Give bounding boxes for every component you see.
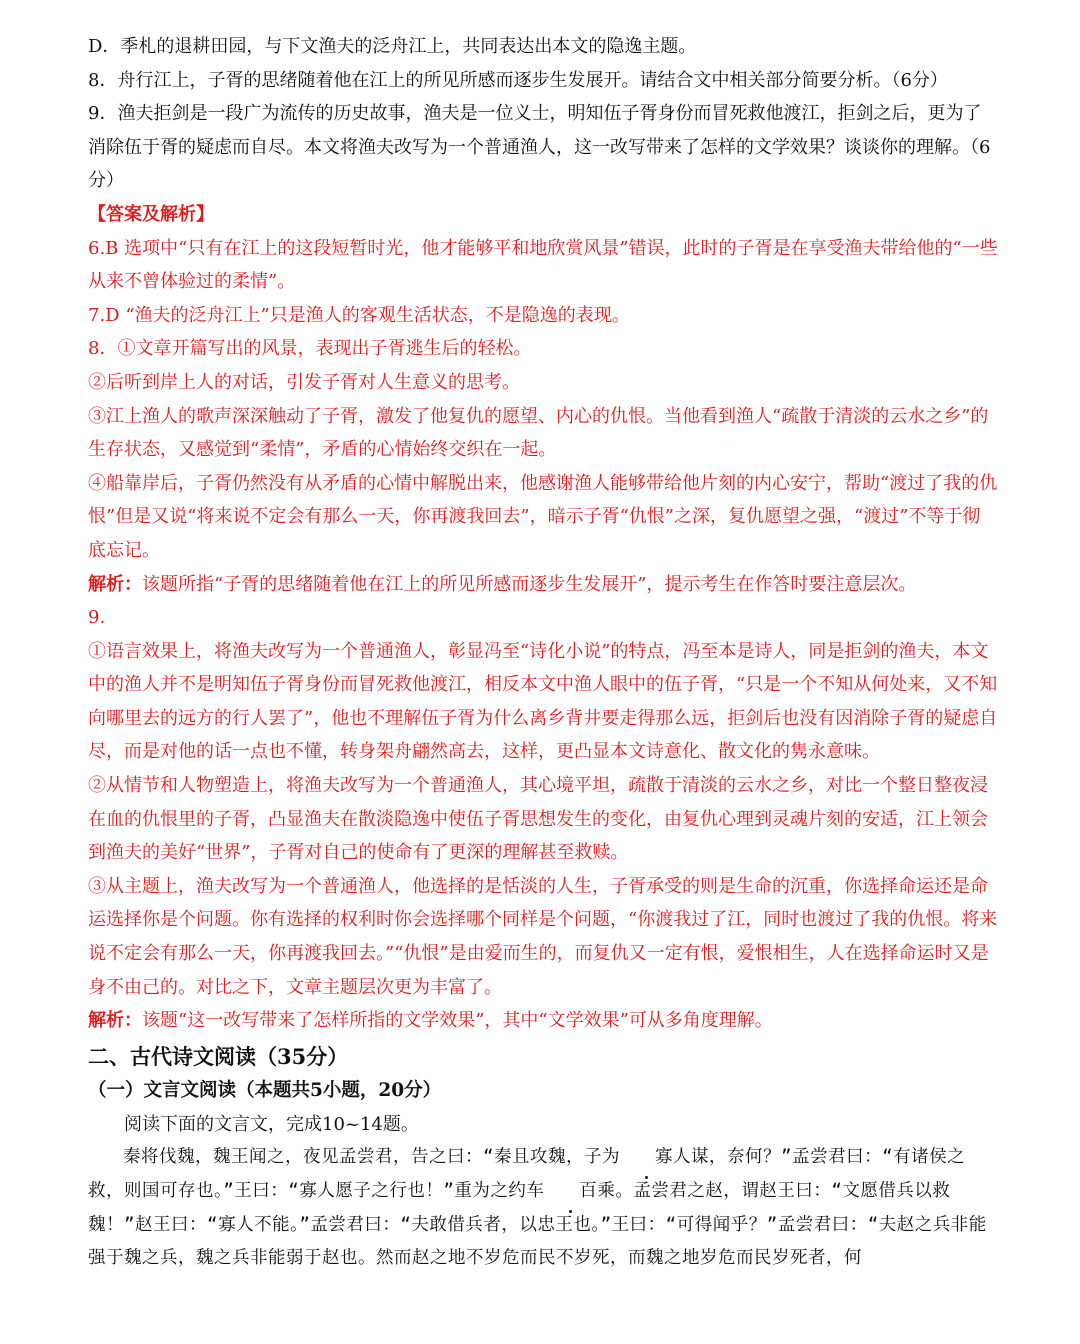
analysis-text: 该题“这一改写带来了怎样所指的文学效果”，其中“文学效果”可从多角度理解。 bbox=[142, 1010, 773, 1032]
question-9: 9．渔夫拒剑是一段广为流传的历史故事，渔夫是一位义士，明知伍子胥身份而冒死救他渡江，拒剑之后，更为了消除伍于胥的疑虑而自尽。本文将渔夫改写为一个普通渔人，这一改写带来了怎样的文学效果？谈谈你的理解。（6分） bbox=[88, 103, 991, 192]
answer-6: 6.B 选项中“只有在江上的这段短暂时光，他才能够平和地欣赏风景”错误，此时的子胥是在享受渔夫带给他的“一些从来不曾体验过的柔情”。 bbox=[88, 237, 998, 293]
answer-7: 7.D “渔夫的泛舟江上”只是渔人的客观生活状态，不是隐逸的表现。 bbox=[88, 304, 630, 326]
answer-8-point-4: ④船靠岸后，子胥仍然没有从矛盾的心情中解脱出来，他感谢渔人能够带给他片刻的内心安宁，帮助“渡过了我的仇恨”但是又说“将来说不定会有那么一天，你再渡我回去”，暗示子胥“仇恨”之深，复仇愿望之强，“渡过”不等于彻底忘记。 bbox=[88, 472, 998, 561]
answer-9-point-2: ②从情节和人物塑造上，将渔夫改写为一个普通渔人，其心境平坦，疏散于清淡的云水之乡，对比一个整日整夜浸在血的仇恨里的子胥，凸显渔夫在散淡隐逸中使伍子胥思想发生的变化，由复仇心理到灵魂片刻的安适，江上领会到渔夫的美好“世界”，子胥对自己的使命有了更深的理解甚至救赎。 bbox=[88, 775, 988, 864]
analysis-text: 该题所指“子胥的思绪随着他在江上的所见所感而逐步生发展开”，提示考生在作答时要注意层次。 bbox=[142, 573, 917, 595]
dotted-character: 寡 bbox=[620, 1141, 673, 1175]
answer-9-analysis bbox=[88, 1004, 998, 1038]
answer-8-analysis bbox=[88, 568, 998, 602]
answer-8-point-2: ②后听到岸上人的对话，引发子胥对人生意义的思考。 bbox=[88, 371, 520, 393]
answer-8-point-1: 8．①文章开篇写出的风景，表现出子胥逃生后的轻松。 bbox=[88, 338, 532, 360]
section-2-title: 二、古代诗文阅读（35分） bbox=[88, 1043, 349, 1069]
question-8: 8．舟行江上，子胥的思绪随着他在江上的所见所感而逐步生发展开。请结合文中相关部分简要分析。（6分） bbox=[88, 69, 948, 91]
answer-9-point-3: ③从主题上，渔夫改写为一个普通渔人，他选择的是恬淡的人生，子胥承受的则是生命的沉重，你选择命运还是命运选择你是个问题。你有选择的权利时你会选择哪个同样是个问题，“你渡我过了江，同时也渡过了我的仇恨。将来说不定会有那么一天，你再渡我回去。”“仇恨”是由爱而生的，而复仇又一定有恨，爱恨相生，人在选择命运时又是身不由己的。对比之下，文章主题层次更为丰富了。 bbox=[88, 875, 998, 998]
analysis-label: 解析： bbox=[88, 1010, 142, 1032]
passage-part-1: 秦将伐魏，魏王闻之，夜见孟尝君，告之曰：“秦且攻魏，子为 bbox=[123, 1147, 621, 1168]
question-7-option-d: D．季札的退耕田园，与下文渔夫的泛舟江上，共同表达出本文的隐逸主题。 bbox=[88, 36, 697, 57]
analysis-label: 解析： bbox=[88, 573, 142, 595]
answers-heading: 【答案及解析】 bbox=[88, 203, 214, 225]
answer-9-point-1: ①语言效果上，将渔夫改写为一个普通渔人，彰显冯至“诗化小说”的特点，冯至本是诗人，同是拒剑的渔夫，本文中的渔人并不是明知伍子胥身份而冒死救他渡江，相反本文中渔人眼中的伍子胥，“只是一个不知从何处来，又不知向哪里去的远方的行人罢了”，他也不理解伍子胥为什么离乡背井要走得那么远，拒剑后也没有因消除子胥的疑虑自尽，而是对他的话一点也不懂，转身架舟翩然高去，这样，更凸显本文诗意化、散文化的隽永意味。 bbox=[88, 640, 998, 763]
answer-8-point-3: ③江上渔人的歌声深深触动了子胥，激发了他复仇的愿望、内心的仇恨。当他看到渔人“疏散于清淡的云水之乡”的生存状态，又感觉到“柔情”，矛盾的心情始终交织在一起。 bbox=[88, 405, 989, 461]
reading-instruction: 阅读下面的文言文，完成10~14题。 bbox=[124, 1113, 419, 1135]
answer-9-number: 9. bbox=[88, 607, 106, 629]
classical-passage bbox=[88, 1141, 998, 1275]
dotted-character: 百 bbox=[544, 1175, 597, 1209]
section-2-subtitle: （一）文言文阅读（本题共5小题，20分） bbox=[88, 1079, 442, 1101]
passage-part-3: 乘。孟尝君之赵，谓赵王曰：“文愿借兵以救魏！”赵王曰：“寡人不能。”孟尝君曰：“夫敢借兵者，以忠王也。”王曰：“可得闻乎？”孟尝君曰：“夫赵之兵非能强于魏之兵，魏之兵非能弱于赵也。然而赵之地不岁危而民不岁死，而魏之地岁危而民岁死者，何 bbox=[88, 1181, 987, 1269]
passage-part-2: 人谋，奈何？”孟尝君曰：“有诸侯之救，则国可存也。”王曰：“寡人愿子之行也！”重为之约车 bbox=[88, 1147, 966, 1201]
